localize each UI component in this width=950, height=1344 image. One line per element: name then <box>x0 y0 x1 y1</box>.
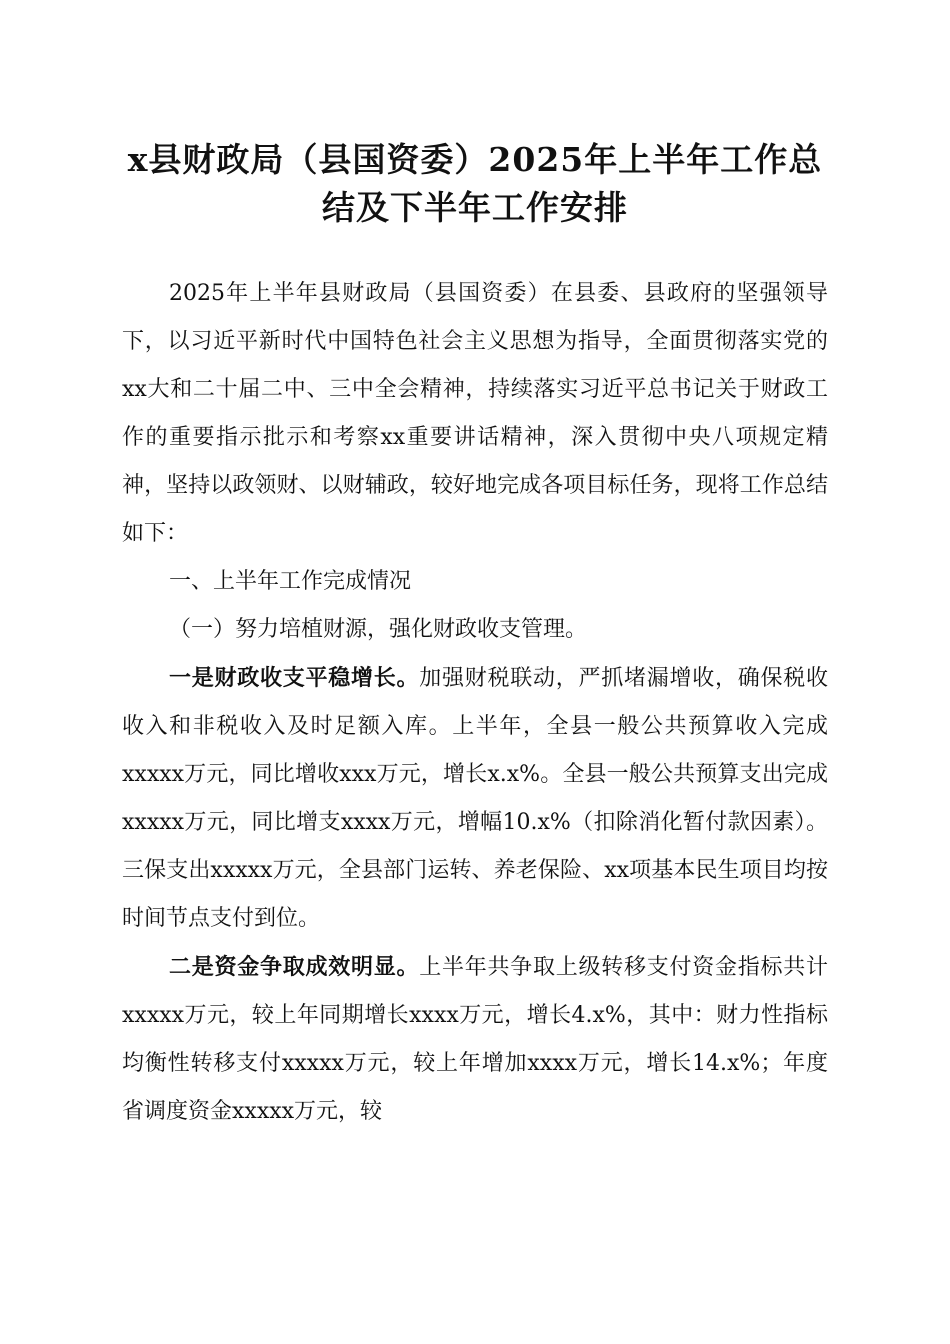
document-body <box>122 270 828 1136</box>
item-2-lead: 二是资金争取成效明显。 <box>169 954 420 980</box>
item-2-text: 上半年共争取上级转移支付资金指标共计xxxxx万元，较上年同期增长xxxx万元，增长4.x%，其中：财力性指标均衡性转移支付xxxxx万元，较上年增加xxxx万元，增长14.x%；年度省调度资金xxxxx万元，较 <box>122 955 828 1124</box>
item-1-paragraph <box>122 654 828 943</box>
item-2-paragraph <box>122 943 828 1136</box>
document-title-line-1: x县财政局（县国资委）2025年上半年工作总 <box>127 140 823 179</box>
item-1-text: 加强财税联动，严抓堵漏增收，确保税收收入和非税收入及时足额入库。上半年，全县一般公共预算收入完成xxxxx万元，同比增收xxx万元，增长x.x%。全县一般公共预算支出完成xxxxx万元，同比增支xxxx万元，增幅10.x%（扣除消化暂付款因素）。三保支出xxxxx万元，全县部门运转、养老保险、xx项基本民生项目均按时间节点支付到位。 <box>122 666 828 931</box>
section-heading: 一、上半年工作完成情况 <box>169 569 412 594</box>
subsection-heading: （一）努力培植财源，强化财政收支管理。 <box>169 617 588 642</box>
intro-paragraph: 2025年上半年县财政局（县国资委）在县委、县政府的坚强领导下，以习近平新时代中国特色社会主义思想为指导，全面贯彻落实党的xx大和二十届二中、三中全会精神，持续落实习近平总书记关于财政工作的重要指示批示和考察xx重要讲话精神，深入贯彻中央八项规定精神，坚持以政领财、以财辅政，较好地完成各项目标任务，现将工作总结如下： <box>122 281 828 546</box>
item-1-lead: 一是财政收支平稳增长。 <box>169 665 420 691</box>
document-title-line-2: 结及下半年工作安排 <box>322 188 628 227</box>
